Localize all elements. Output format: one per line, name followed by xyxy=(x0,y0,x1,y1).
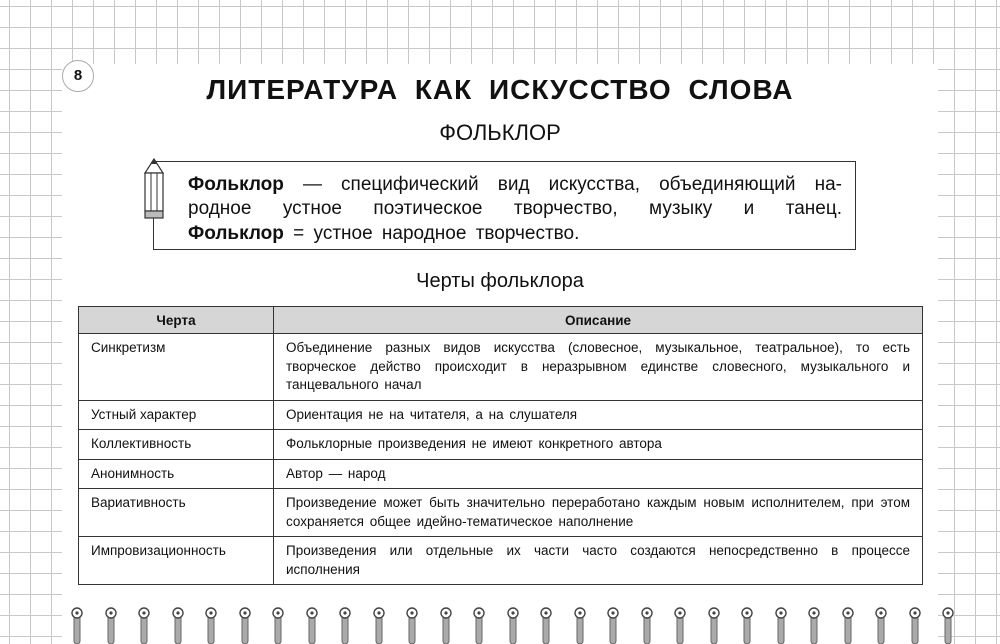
definition-term: Фольклор xyxy=(188,223,284,244)
spiral-ring-icon xyxy=(472,606,486,644)
spiral-ring-icon xyxy=(271,606,285,644)
table-row xyxy=(79,430,923,460)
spiral-ring-icon xyxy=(137,606,151,644)
table-row xyxy=(79,459,923,489)
definition-text: — специфический вид искусства, объединяющий на- xyxy=(283,174,842,195)
spiral-ring-icon xyxy=(405,606,419,644)
table-row xyxy=(79,400,923,430)
spiral-ring-icon xyxy=(70,606,84,644)
page-number: 8 xyxy=(62,60,94,92)
spiral-ring-icon xyxy=(539,606,553,644)
spiral-ring-icon xyxy=(171,606,185,644)
spiral-binding xyxy=(0,606,1000,644)
definition-text: = устное народное творчество. xyxy=(283,223,580,244)
definition-line-1 xyxy=(188,174,842,196)
spiral-ring-icon xyxy=(338,606,352,644)
description-cell: Произведение может быть значительно переработано каждым новым исполнителем, при этом сохраняется общее идейно-тематическое наполнение xyxy=(274,489,923,537)
definition-term: Фольклор xyxy=(188,174,284,195)
spiral-ring-icon xyxy=(573,606,587,644)
header-description: Описание xyxy=(274,307,923,334)
spiral-ring-icon xyxy=(673,606,687,644)
definition-box xyxy=(153,161,856,250)
spiral-ring-icon xyxy=(908,606,922,644)
spiral-ring-icon xyxy=(506,606,520,644)
feature-cell: Устный характер xyxy=(79,400,274,430)
spiral-ring-icon xyxy=(372,606,386,644)
table-header-row xyxy=(79,307,923,334)
spiral-ring-icon xyxy=(941,606,955,644)
spiral-ring-icon xyxy=(640,606,654,644)
table-heading: Черты фольклора xyxy=(416,270,584,292)
definition-line-2: родное устное поэтическое творчество, музыку и танец. xyxy=(188,198,842,219)
spiral-ring-icon xyxy=(874,606,888,644)
description-cell: Автор — народ xyxy=(274,459,923,489)
description-cell: Ориентация не на читателя, а на слушателя xyxy=(274,400,923,430)
spiral-ring-icon xyxy=(774,606,788,644)
spiral-ring-icon xyxy=(238,606,252,644)
spiral-ring-icon xyxy=(606,606,620,644)
description-cell: Произведения или отдельные их части часто создаются непосредственно в процессе исполнения xyxy=(274,537,923,585)
spiral-ring-icon xyxy=(707,606,721,644)
definition-line-3 xyxy=(188,223,842,245)
description-cell: Объединение разных видов искусства (словесное, музыкальное, театральное), то есть творческое действо происходит в неразрывном единстве словесного, музыкального и танцевального начал xyxy=(274,334,923,401)
feature-cell: Импровизационность xyxy=(79,537,274,585)
header-feature: Черта xyxy=(79,307,274,334)
spiral-ring-icon xyxy=(305,606,319,644)
section-subtitle: ФОЛЬКЛОР xyxy=(439,120,561,145)
features-table xyxy=(78,306,923,585)
spiral-ring-icon xyxy=(841,606,855,644)
feature-cell: Анонимность xyxy=(79,459,274,489)
spiral-ring-icon xyxy=(204,606,218,644)
page-title: ЛИТЕРАТУРА КАК ИСКУССТВО СЛОВА xyxy=(206,74,794,105)
table-row xyxy=(79,489,923,537)
table-row xyxy=(79,334,923,401)
feature-cell: Синкретизм xyxy=(79,334,274,401)
spiral-ring-icon xyxy=(104,606,118,644)
table-row xyxy=(79,537,923,585)
spiral-ring-icon xyxy=(807,606,821,644)
spiral-ring-icon xyxy=(740,606,754,644)
spiral-ring-icon xyxy=(439,606,453,644)
description-cell: Фольклорные произведения не имеют конкретного автора xyxy=(274,430,923,460)
pencil-icon xyxy=(141,158,167,220)
feature-cell: Вариативность xyxy=(79,489,274,537)
feature-cell: Коллективность xyxy=(79,430,274,460)
